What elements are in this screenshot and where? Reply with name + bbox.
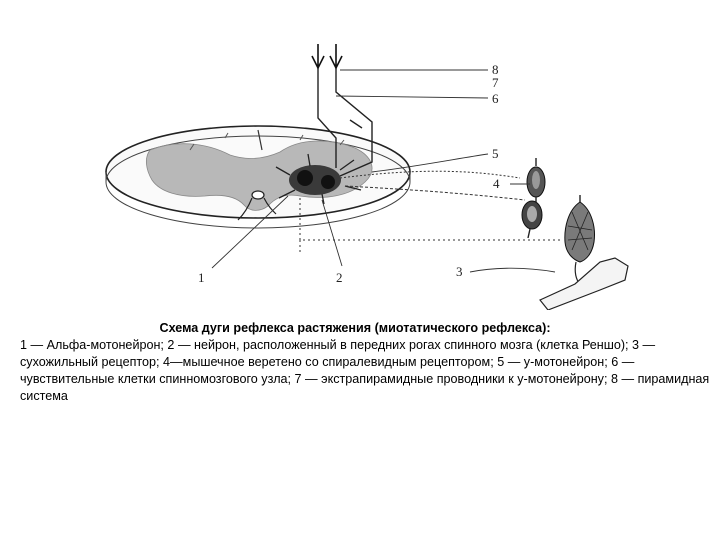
tendon-receptor — [540, 195, 628, 310]
label-1: 1 — [198, 270, 205, 285]
label-7: 7 — [492, 75, 499, 90]
spinal-cord-section — [106, 126, 410, 228]
figure-caption — [20, 320, 710, 405]
input-arrows — [312, 44, 342, 68]
label-4: 4 — [493, 176, 500, 191]
label-6: 6 — [492, 91, 499, 106]
label-2: 2 — [336, 270, 343, 285]
tendon — [540, 258, 628, 310]
label-3: 3 — [456, 264, 463, 279]
label-5: 5 — [492, 146, 499, 161]
caption-body: 1 — Альфа-мотонейрон; 2 — нейрон, расположенный в передних рогах спинного мозга (клетка Реншо); 3 —сухожильный рецептор; 4—мышечное веретено со спиралевидным рецептором; 5 — у-мотонейрон; 6 —чувствительные клетки спинномозгового узла; 7 — экстрапирамидные проводники к у-мотонейрону; 8 — пирамидная система — [20, 338, 710, 403]
muscle-spindle — [522, 158, 545, 238]
label-8: 8 — [492, 62, 499, 77]
central-canal — [252, 191, 264, 199]
caption-title: Схема дуги рефлекса растяжения (миотатического рефлекса): — [159, 321, 551, 335]
